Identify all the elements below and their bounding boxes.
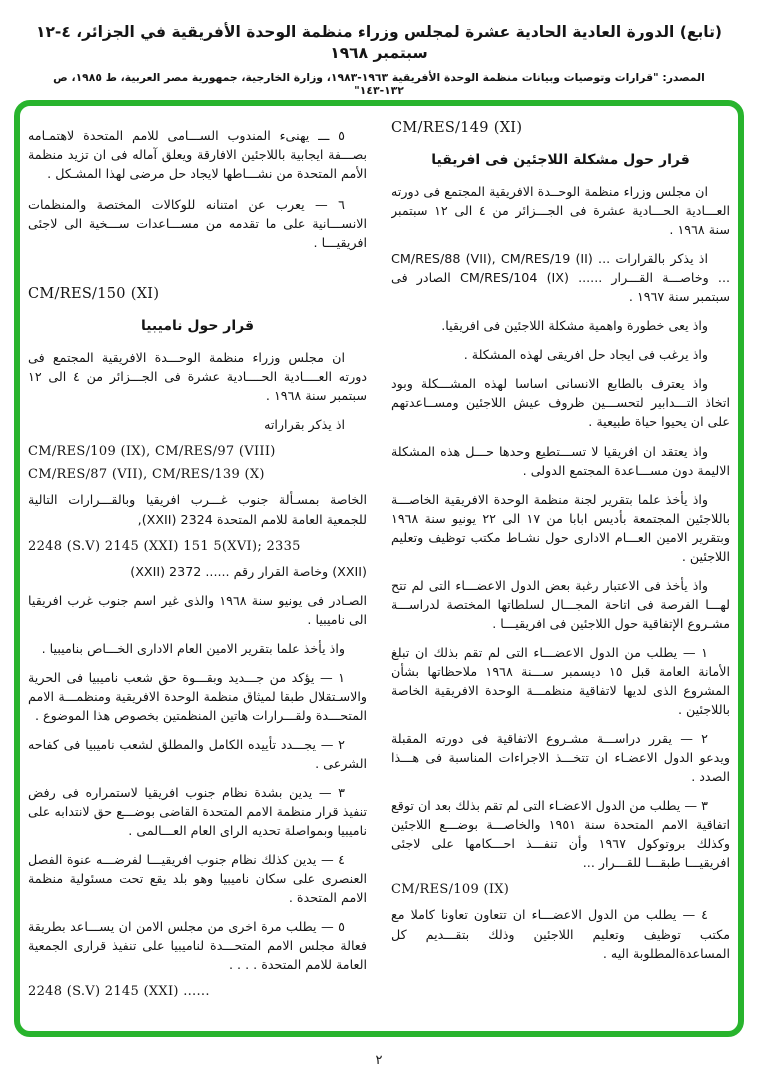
paragraph: واذ يأخذ علما بتقرير لجنة منظمة الوحدة الافريقية الخاصـــة باللاجئين المجتمعة بأديس ابابا من ١٧ الى ٢٢ يونيو سنة ١٩٦٨ وبتقرير الامين العـــام الادارى حول نشـاط مكتب توظيف وتعليم اللاجئين .: [391, 491, 730, 564]
paragraph: واذ يأخذ علما بتقرير الامين العام الادارى الخـــاص بناميبيا .: [41, 640, 345, 656]
paragraph: الخاصة بمسـألة جنوب غـــرب افريقيا وبالقـــرارات التالية للجمعية العامة للامم المتحدة 2324 (XXII),: [28, 492, 367, 527]
column-left: [28, 120, 367, 1020]
paragraph: اذ يذكر بالقرارات ... CM/RES/88 (VII), CM/RES/19 (II) ... وخاصـــة القـــرار ...... CM/RES/104 (IX) الصادر فى سبتمبر سنة ١٩٦٧ .: [391, 251, 730, 305]
reference-line: CM/RES/109 (IX), CM/RES/97 (VIII): [28, 444, 276, 460]
paragraph: ١ — يؤكد من جـــديد وبقـــوة حق شعب ناميبيا فى الحرية والاسـتقلال طبقا لميثاق منظمة الوحدة الافريقية ومنظمـــة الامم المتحـــدة ولقـــرارات هاتين المنظمتين بخصوص هذا الموضوع .: [28, 669, 367, 723]
page-header: [0, 22, 758, 97]
paragraph: واذ يعترف بالطابع الانسانى اساسا لهذه المشـــكلة وبود اتخاذ التـــدابير لتحســـين ظروف عيش اللاجئين ومســاعدتهم على ان يحيوا حياة طبيعية .: [391, 376, 730, 430]
paragraph: واذ يرغب فى ايجاد حل افريقى لهذه المشكلة .: [463, 347, 708, 363]
paragraph: ٣ — يطلب من الدول الاعضـاء التى لم تقم بذلك بعد ان توقع اتفاقية الامم المتحدة سنة ١٩٥١ والخاصـــة بوضـــع اللاجئين وكذلك بروتوكول ١٩٦٧ وأن تنفـــذ احـــكامها على لاجئى افريقيـــا طبقـــا للقـــرار ...: [391, 798, 730, 871]
reference-line: 2248 (S.V) 2145 (XXI) ......: [28, 984, 210, 1000]
paragraph: ٤ — يدين كذلك نظام جنوب افريقيـــا لفرضـــه عنوة الفصل العنصرى على سكان ناميبيا وهو بلد يقع تحت مسئولية منظمة الامم المتحدة .: [28, 852, 367, 906]
paragraph: ٦ — يعرب عن امتنانه للوكالات المختصة والمنظمات الانســـانية على ما تقدمه من مســـاعدات ســـخية الى لاجئى افريقيـــا .: [28, 197, 367, 251]
paragraph: ٢ — يقرر دراســـة مشـروع الاتفاقية فى دورته المقبلة ويدعو الدول الاعضـاء ان تتخـــذ الاجراءات المناسبة فى هـــذا الصدد .: [391, 731, 730, 785]
paragraph: الصـادر فى يونيو سنة ١٩٦٨ والذى غير اسم جنوب غرب افريقيا الى ناميبيا .: [28, 592, 367, 627]
paragraph: واذ يأخذ فى الاعتبار رغبة بعض الدول الاعضـــاء التى لم تتح لهـــا الفرصة فى اتاحة المجـــال لسلطاتها المختصة لدراســـة مشـروع الإتفاقية حول اللاجئين فى افريقيـــا .: [391, 577, 730, 631]
paragraph: ١ — يطلب من الدول الاعضـــاء التى لم تقم بذلك ان تبلغ الأمانة العامة قبل ١٥ ديسمبر ســـنة ١٩٦٨ ملاحظاتها بشأن المشروع الذى لديها لاتفاقية منظمـــة الوحدة الافريقية الخاصة باللاجئين .: [391, 644, 730, 718]
paragraph: ٤ — يطلب من الدول الاعضـــاء ان تتعاون تعاونا كاملا مع مكتب توظيف وتعليم اللاجئين وذلك بتقـــديم كل المساعدةالمطلوبة اليه .: [391, 907, 730, 961]
resolution-ref: CM/RES/150 (XI): [28, 286, 160, 303]
resolution-title: قرار حول ناميبيا: [140, 318, 255, 335]
paragraph: ان مجلس وزراء منظمة الوحــدة الافريقية المجتمع فى دورته العـــادية الحـــادية عشرة فى الجـــزائر من ٤ الى ١٢ سبتمبر سنة ١٩٦٨ .: [391, 184, 730, 238]
reference-line: 2248 (S.V) 2145 (XXI) 151 5(XVI); 2335: [28, 538, 301, 554]
paragraph: واذ يعتقد ان افريقيا لا تســـتطيع وحدها حـــل هذه المشكلة الاليمة دون مســـاعدة المجتمع الدولى .: [391, 443, 730, 478]
paragraph: ٥ — يطلب مرة اخرى من مجلس الامن ان يســـاعد بطريقة فعالة مجلس الامم المتحـــدة لناميبيا على تنفيذ قرارى الجمعية العامة للامم المتحدة . . . .: [28, 919, 367, 973]
paragraph: ٣ — يدين بشدة نظام جنوب افريقيا لاستمراره فى رفض تنفيذ قرار منظمة الامم المتحدة القاضى بوضـــع حق لانتدابه على ناميبيا وبمواصلة تحديه الراى العام العـــالمى .: [28, 784, 367, 839]
paragraph: ٥ ـــ يهنىء المندوب الســـامى للامم المتحدة لاهتمـامه بصـــفة ايجابية باللاجئين الافارقة ويعلق آماله فى ان تزيد منظمة الأمم المتحدة من نشـــاطها لايجاد حل مرضى لهذا المشـكل .: [28, 128, 367, 182]
paragraph: اذ يذكر بقراراته: [264, 417, 345, 433]
source-citation: المصدر: "قرارات وتوصيات وبيانات منظمة الوحدة الأفريقية ١٩٦٣-١٩٨٣، وزارة الخارجية، جمهورية مصر العربية، ط ١٩٨٥، ص ١٣٢-١٤٣": [53, 70, 705, 97]
paragraph: ان مجلس وزراء منظمة الوحـــدة الافريقية المجتمع فى دورته العــــادية الحــــادية عشرة فى الجـــزائر من ٤ الى ١٢ سبتمبر سنة ١٩٦٨ .: [28, 350, 367, 404]
reference-line: CM/RES/109 (IX): [391, 882, 510, 898]
reference-line: CM/RES/87 (VII), CM/RES/139 (X): [28, 467, 265, 483]
resolution-title: قرار حول مشكلة اللاجئين فى افريقيا: [431, 152, 690, 168]
paragraph: واذ يعى خطورة واهمية مشكلة اللاجئين فى افريقيا.: [441, 318, 708, 334]
paragraph: (XXII) وخاصة القرار رقم ...... 2372 (XXII): [130, 563, 367, 579]
column-right: [391, 120, 730, 1020]
resolution-ref: CM/RES/149 (XI): [391, 120, 523, 136]
page-number: ٢: [375, 1053, 383, 1068]
session-title: (تابع) الدورة العادية الحادية عشرة لمجلس وزراء منظمة الوحدة الأفريقية في الجزائر، ٤-١٢ سبتمبر ١٩٦٨: [36, 23, 722, 62]
paragraph: ٢ — يجـــدد تأييده الكامل والمطلق لشعب ناميبيا فى كفاحه الشرعى .: [28, 736, 367, 771]
text-columns: [28, 120, 730, 1020]
